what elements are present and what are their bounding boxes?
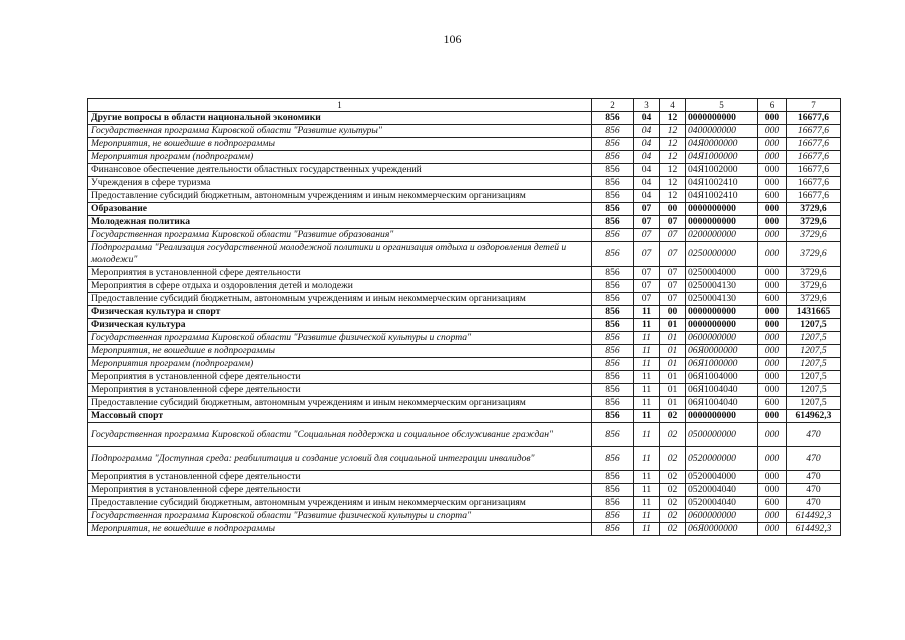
target-article-cell: 0000000000 (686, 112, 758, 125)
subsection-code-cell: 01 (660, 358, 686, 371)
row-name-cell: Мероприятия программ (подпрограмм) (88, 358, 592, 371)
ministry-code-cell: 856 (592, 280, 634, 293)
subsection-code-cell: 07 (660, 293, 686, 306)
expense-type-cell: 000 (758, 345, 787, 358)
target-article-cell: 06Я1004000 (686, 371, 758, 384)
amount-cell: 3729,6 (787, 216, 841, 229)
amount-cell: 3729,6 (787, 203, 841, 216)
table-row (88, 138, 841, 151)
target-article-cell: 0400000000 (686, 125, 758, 138)
amount-cell: 16677,6 (787, 151, 841, 164)
row-name-cell: Другие вопросы в области национальной экономики (88, 112, 592, 125)
section-code-cell: 04 (634, 164, 660, 177)
section-code-cell: 11 (634, 358, 660, 371)
target-article-cell: 0000000000 (686, 319, 758, 332)
ministry-code-cell: 856 (592, 319, 634, 332)
row-name-cell: Финансовое обеспечение деятельности областных государственных учреждений (88, 164, 592, 177)
amount-cell: 470 (787, 423, 841, 447)
subsection-code-cell: 02 (660, 510, 686, 523)
table-row (88, 229, 841, 242)
expense-type-cell: 000 (758, 523, 787, 536)
row-name-cell: Образование (88, 203, 592, 216)
expense-type-cell: 000 (758, 177, 787, 190)
row-name-cell: Мероприятия в сфере отдыха и оздоровления детей и молодежи (88, 280, 592, 293)
expense-type-cell: 000 (758, 510, 787, 523)
expense-type-cell: 000 (758, 125, 787, 138)
row-name-cell: Массовый спорт (88, 410, 592, 423)
table-row (88, 345, 841, 358)
subsection-code-cell: 12 (660, 164, 686, 177)
target-article-cell: 0200000000 (686, 229, 758, 242)
expense-type-cell: 600 (758, 397, 787, 410)
row-name-cell: Государственная программа Кировской области "Развитие образования" (88, 229, 592, 242)
amount-cell: 470 (787, 484, 841, 497)
row-name-cell: Государственная программа Кировской области "Развитие физической культуры и спорта" (88, 510, 592, 523)
target-article-cell: 0500000000 (686, 423, 758, 447)
row-name-cell: Мероприятия в установленной сфере деятельности (88, 384, 592, 397)
ministry-code-cell: 856 (592, 267, 634, 280)
expense-type-cell: 000 (758, 229, 787, 242)
expense-type-cell: 600 (758, 497, 787, 510)
ministry-code-cell: 856 (592, 471, 634, 484)
expense-type-cell: 000 (758, 319, 787, 332)
row-name-cell: Учреждения в сфере туризма (88, 177, 592, 190)
amount-cell: 1431665 (787, 306, 841, 319)
subsection-code-cell: 12 (660, 125, 686, 138)
expense-type-cell: 000 (758, 242, 787, 267)
expense-type-cell: 000 (758, 423, 787, 447)
ministry-code-cell: 856 (592, 151, 634, 164)
section-code-cell: 04 (634, 177, 660, 190)
subsection-code-cell: 02 (660, 423, 686, 447)
row-name-cell: Молодежная политика (88, 216, 592, 229)
ministry-code-cell: 856 (592, 423, 634, 447)
amount-cell: 1207,5 (787, 358, 841, 371)
target-article-cell: 0520004000 (686, 471, 758, 484)
section-code-cell: 11 (634, 497, 660, 510)
table-row (88, 190, 841, 203)
section-code-cell: 11 (634, 484, 660, 497)
table-row (88, 216, 841, 229)
ministry-code-cell: 856 (592, 447, 634, 471)
section-code-cell: 04 (634, 125, 660, 138)
amount-cell: 3729,6 (787, 267, 841, 280)
amount-cell: 3729,6 (787, 293, 841, 306)
section-code-cell: 07 (634, 242, 660, 267)
ministry-code-cell: 856 (592, 497, 634, 510)
expense-type-cell: 000 (758, 203, 787, 216)
target-article-cell: 06Я1004040 (686, 397, 758, 410)
column-header: 3 (634, 99, 660, 112)
table-row (88, 423, 841, 447)
section-code-cell: 07 (634, 216, 660, 229)
row-name-cell: Предоставление субсидий бюджетным, автономным учреждениям и иным некоммерческим организациям (88, 397, 592, 410)
expense-type-cell: 000 (758, 280, 787, 293)
ministry-code-cell: 856 (592, 125, 634, 138)
row-name-cell: Мероприятия в установленной сфере деятельности (88, 484, 592, 497)
subsection-code-cell: 07 (660, 267, 686, 280)
amount-cell: 16677,6 (787, 125, 841, 138)
subsection-code-cell: 02 (660, 447, 686, 471)
amount-cell: 614492,3 (787, 523, 841, 536)
section-code-cell: 11 (634, 447, 660, 471)
section-code-cell: 07 (634, 293, 660, 306)
table-row (88, 397, 841, 410)
table-row (88, 523, 841, 536)
amount-cell: 16677,6 (787, 190, 841, 203)
expense-type-cell: 000 (758, 306, 787, 319)
row-name-cell: Мероприятия, не вошедшие в подпрограммы (88, 345, 592, 358)
target-article-cell: 04Я0000000 (686, 138, 758, 151)
ministry-code-cell: 856 (592, 112, 634, 125)
table-row (88, 164, 841, 177)
table-row (88, 280, 841, 293)
subsection-code-cell: 12 (660, 112, 686, 125)
column-header: 7 (787, 99, 841, 112)
ministry-code-cell: 856 (592, 216, 634, 229)
subsection-code-cell: 00 (660, 203, 686, 216)
amount-cell: 1207,5 (787, 371, 841, 384)
row-name-cell: Подпрограмма "Доступная среда: реабилитация и создание условий для социальной интеграции инвалидов" (88, 447, 592, 471)
target-article-cell: 0250000000 (686, 242, 758, 267)
row-name-cell: Государственная программа Кировской области "Развитие культуры" (88, 125, 592, 138)
section-code-cell: 11 (634, 423, 660, 447)
expense-type-cell: 000 (758, 164, 787, 177)
ministry-code-cell: 856 (592, 332, 634, 345)
row-name-cell: Мероприятия в установленной сфере деятельности (88, 471, 592, 484)
section-code-cell: 07 (634, 229, 660, 242)
subsection-code-cell: 00 (660, 306, 686, 319)
section-code-cell: 11 (634, 345, 660, 358)
target-article-cell: 0520000000 (686, 447, 758, 471)
table-row (88, 332, 841, 345)
expense-type-cell: 000 (758, 112, 787, 125)
amount-cell: 3729,6 (787, 242, 841, 267)
row-name-cell: Физическая культура (88, 319, 592, 332)
expense-type-cell: 600 (758, 293, 787, 306)
table-row (88, 410, 841, 423)
target-article-cell: 04Я1000000 (686, 151, 758, 164)
amount-cell: 16677,6 (787, 138, 841, 151)
subsection-code-cell: 12 (660, 138, 686, 151)
subsection-code-cell: 02 (660, 471, 686, 484)
row-name-cell: Мероприятия, не вошедшие в подпрограммы (88, 523, 592, 536)
table-row (88, 306, 841, 319)
subsection-code-cell: 02 (660, 410, 686, 423)
subsection-code-cell: 01 (660, 345, 686, 358)
ministry-code-cell: 856 (592, 510, 634, 523)
row-name-cell: Мероприятия в установленной сфере деятельности (88, 267, 592, 280)
section-code-cell: 11 (634, 306, 660, 319)
row-name-cell: Подпрограмма "Реализация государственной молодежной политики и организация отдыха и оздоровления детей и молодежи" (88, 242, 592, 267)
expense-type-cell: 000 (758, 332, 787, 345)
section-code-cell: 11 (634, 410, 660, 423)
row-name-cell: Государственная программа Кировской области "Развитие физической культуры и спорта" (88, 332, 592, 345)
table-row (88, 125, 841, 138)
target-article-cell: 06Я1000000 (686, 358, 758, 371)
ministry-code-cell: 856 (592, 306, 634, 319)
subsection-code-cell: 01 (660, 384, 686, 397)
target-article-cell: 0250004000 (686, 267, 758, 280)
ministry-code-cell: 856 (592, 371, 634, 384)
expense-type-cell: 000 (758, 371, 787, 384)
table-row (88, 371, 841, 384)
expense-type-cell: 000 (758, 484, 787, 497)
amount-cell: 1207,5 (787, 345, 841, 358)
ministry-code-cell: 856 (592, 177, 634, 190)
subsection-code-cell: 12 (660, 151, 686, 164)
subsection-code-cell: 01 (660, 397, 686, 410)
section-code-cell: 11 (634, 397, 660, 410)
ministry-code-cell: 856 (592, 523, 634, 536)
target-article-cell: 0000000000 (686, 203, 758, 216)
table-row (88, 497, 841, 510)
ministry-code-cell: 856 (592, 397, 634, 410)
ministry-code-cell: 856 (592, 410, 634, 423)
section-code-cell: 11 (634, 471, 660, 484)
column-header: 1 (88, 99, 592, 112)
table-row (88, 112, 841, 125)
budget-table (87, 98, 841, 536)
target-article-cell: 0600000000 (686, 510, 758, 523)
section-code-cell: 07 (634, 267, 660, 280)
target-article-cell: 04Я1002410 (686, 190, 758, 203)
expense-type-cell: 000 (758, 138, 787, 151)
expense-type-cell: 000 (758, 151, 787, 164)
target-article-cell: 0000000000 (686, 410, 758, 423)
table-row (88, 177, 841, 190)
expense-type-cell: 000 (758, 447, 787, 471)
section-code-cell: 04 (634, 190, 660, 203)
row-name-cell: Предоставление субсидий бюджетным, автономным учреждениям и иным некоммерческим организациям (88, 190, 592, 203)
target-article-cell: 06Я1004040 (686, 384, 758, 397)
expense-type-cell: 000 (758, 384, 787, 397)
target-article-cell: 04Я1002000 (686, 164, 758, 177)
amount-cell: 1207,5 (787, 397, 841, 410)
target-article-cell: 0600000000 (686, 332, 758, 345)
target-article-cell: 0520004040 (686, 497, 758, 510)
table-row (88, 242, 841, 267)
table-row (88, 151, 841, 164)
section-code-cell: 11 (634, 510, 660, 523)
ministry-code-cell: 856 (592, 242, 634, 267)
amount-cell: 1207,5 (787, 319, 841, 332)
column-header: 6 (758, 99, 787, 112)
table-row (88, 267, 841, 280)
target-article-cell: 04Я1002410 (686, 177, 758, 190)
subsection-code-cell: 02 (660, 484, 686, 497)
table-row (88, 510, 841, 523)
subsection-code-cell: 07 (660, 280, 686, 293)
row-name-cell: Предоставление субсидий бюджетным, автономным учреждениям и иным некоммерческим организациям (88, 497, 592, 510)
table-row (88, 293, 841, 306)
table-row (88, 358, 841, 371)
subsection-code-cell: 07 (660, 216, 686, 229)
ministry-code-cell: 856 (592, 190, 634, 203)
target-article-cell: 06Я0000000 (686, 345, 758, 358)
amount-cell: 470 (787, 471, 841, 484)
section-code-cell: 11 (634, 371, 660, 384)
expense-type-cell: 000 (758, 471, 787, 484)
amount-cell: 16677,6 (787, 112, 841, 125)
section-code-cell: 04 (634, 151, 660, 164)
ministry-code-cell: 856 (592, 384, 634, 397)
section-code-cell: 04 (634, 138, 660, 151)
amount-cell: 3729,6 (787, 280, 841, 293)
amount-cell: 16677,6 (787, 164, 841, 177)
subsection-code-cell: 12 (660, 177, 686, 190)
subsection-code-cell: 01 (660, 332, 686, 345)
column-header-row (88, 99, 841, 112)
ministry-code-cell: 856 (592, 138, 634, 151)
ministry-code-cell: 856 (592, 203, 634, 216)
column-header: 2 (592, 99, 634, 112)
subsection-code-cell: 02 (660, 523, 686, 536)
column-header: 4 (660, 99, 686, 112)
subsection-code-cell: 12 (660, 190, 686, 203)
target-article-cell: 06Я0000000 (686, 523, 758, 536)
amount-cell: 470 (787, 497, 841, 510)
amount-cell: 16677,6 (787, 177, 841, 190)
expense-type-cell: 000 (758, 216, 787, 229)
amount-cell: 1207,5 (787, 384, 841, 397)
ministry-code-cell: 856 (592, 229, 634, 242)
subsection-code-cell: 07 (660, 229, 686, 242)
section-code-cell: 11 (634, 319, 660, 332)
amount-cell: 614962,3 (787, 410, 841, 423)
row-name-cell: Мероприятия программ (подпрограмм) (88, 151, 592, 164)
table-row (88, 447, 841, 471)
amount-cell: 470 (787, 447, 841, 471)
table-row (88, 484, 841, 497)
subsection-code-cell: 02 (660, 497, 686, 510)
ministry-code-cell: 856 (592, 293, 634, 306)
target-article-cell: 0000000000 (686, 216, 758, 229)
section-code-cell: 11 (634, 523, 660, 536)
target-article-cell: 0520004040 (686, 484, 758, 497)
expense-type-cell: 600 (758, 190, 787, 203)
subsection-code-cell: 07 (660, 242, 686, 267)
target-article-cell: 0250004130 (686, 280, 758, 293)
section-code-cell: 11 (634, 332, 660, 345)
table-row (88, 319, 841, 332)
row-name-cell: Мероприятия в установленной сфере деятельности (88, 371, 592, 384)
table-row (88, 384, 841, 397)
expense-type-cell: 000 (758, 358, 787, 371)
section-code-cell: 11 (634, 384, 660, 397)
section-code-cell: 07 (634, 280, 660, 293)
subsection-code-cell: 01 (660, 371, 686, 384)
section-code-cell: 07 (634, 203, 660, 216)
amount-cell: 614492,3 (787, 510, 841, 523)
ministry-code-cell: 856 (592, 164, 634, 177)
ministry-code-cell: 856 (592, 345, 634, 358)
ministry-code-cell: 856 (592, 358, 634, 371)
row-name-cell: Мероприятия, не вошедшие в подпрограммы (88, 138, 592, 151)
expense-type-cell: 000 (758, 267, 787, 280)
target-article-cell: 0250004130 (686, 293, 758, 306)
amount-cell: 3729,6 (787, 229, 841, 242)
row-name-cell: Предоставление субсидий бюджетным, автономным учреждениям и иным некоммерческим организациям (88, 293, 592, 306)
table-row (88, 471, 841, 484)
amount-cell: 1207,5 (787, 332, 841, 345)
page-number: 106 (443, 32, 462, 46)
subsection-code-cell: 01 (660, 319, 686, 332)
row-name-cell: Физическая культура и спорт (88, 306, 592, 319)
expense-type-cell: 000 (758, 410, 787, 423)
ministry-code-cell: 856 (592, 484, 634, 497)
section-code-cell: 04 (634, 112, 660, 125)
column-header: 5 (686, 99, 758, 112)
table-row (88, 203, 841, 216)
target-article-cell: 0000000000 (686, 306, 758, 319)
row-name-cell: Государственная программа Кировской области "Социальная поддержка и социальное обслуживание граждан" (88, 423, 592, 447)
